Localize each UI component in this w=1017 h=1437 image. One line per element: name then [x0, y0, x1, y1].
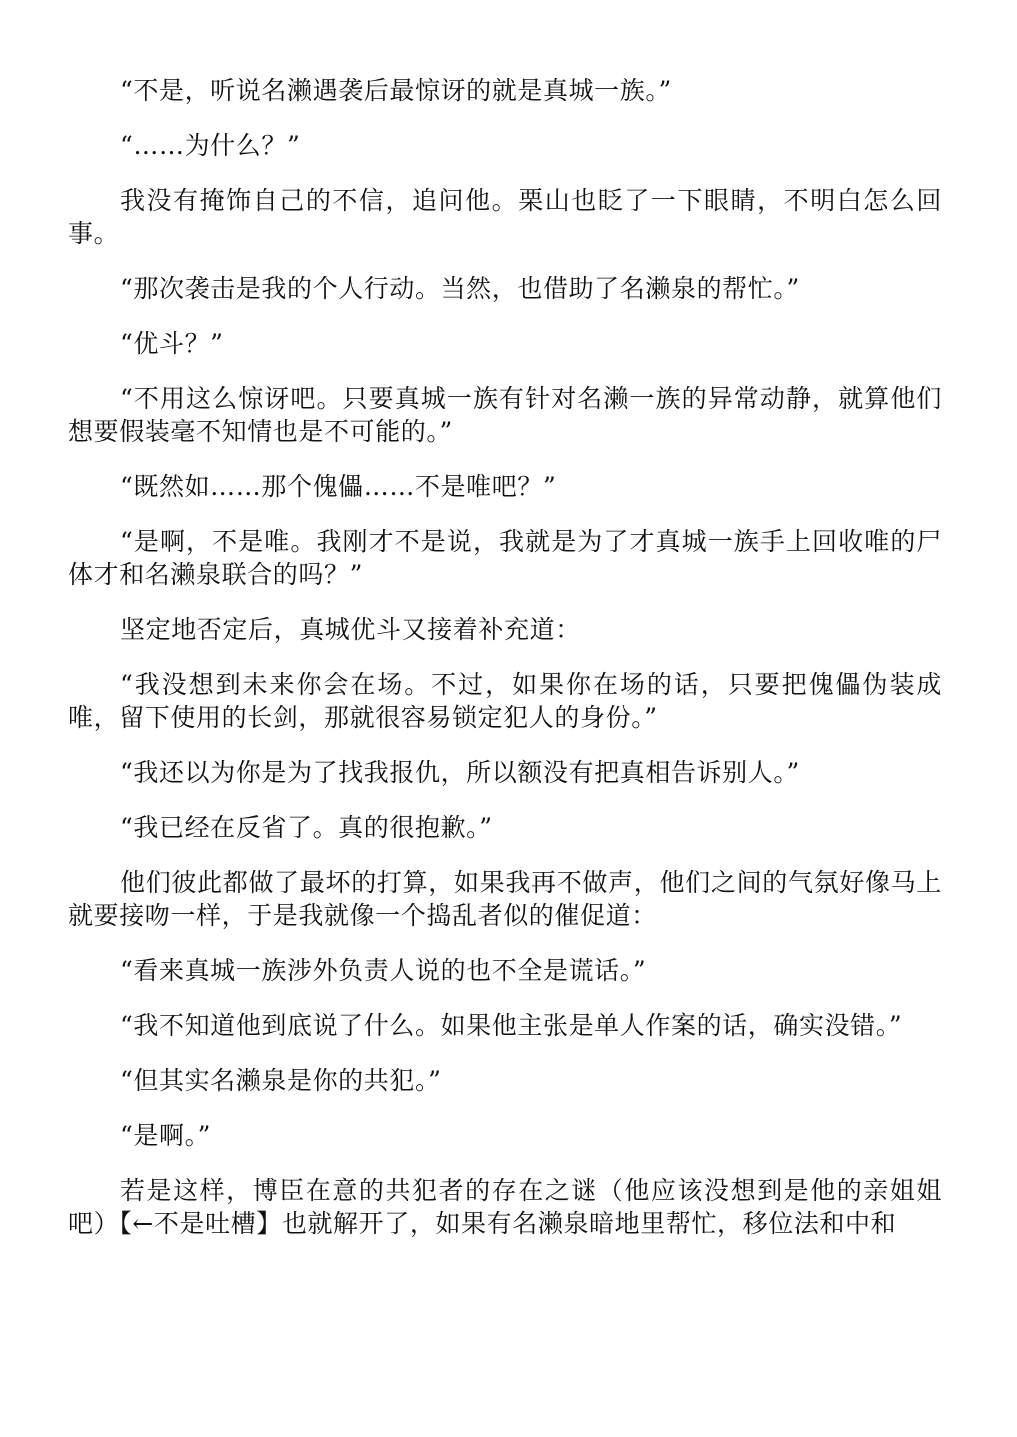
paragraph: “……为什么？”: [120, 131, 301, 160]
paragraph: “不是，听说名濑遇袭后最惊讶的就是真城一族。”: [120, 76, 672, 105]
paragraph: “那次袭击是我的个人行动。当然，也借助了名濑泉的帮忙。”: [120, 274, 800, 303]
paragraph: “是啊，不是唯。我刚才不是说，我就是为了才真城一族手上回收唯的尸体才和名濑泉联合的吗？”: [68, 527, 942, 589]
paragraph: 坚定地否定后，真城优斗又接着补充道：: [120, 615, 581, 644]
paragraph: “看来真城一族涉外负责人说的也不全是谎话。”: [120, 956, 647, 985]
paragraph: 他们彼此都做了最坏的打算，如果我再不做声，他们之间的气氛好像马上就要接吻一样，于是我就像一个捣乱者似的催促道：: [68, 868, 942, 930]
paragraph: 若是这样，博臣在意的共犯者的存在之谜（他应该没想到是他的亲姐姐吧）【←不是吐槽】也就解开了，如果有名濑泉暗地里帮忙，移位法和中和: [68, 1176, 942, 1238]
paragraph: “是啊。”: [120, 1121, 212, 1150]
paragraph: “但其实名濑泉是你的共犯。”: [120, 1066, 442, 1095]
paragraph: “不用这么惊讶吧。只要真城一族有针对名濑一族的异常动静，就算他们想要假装毫不知情也是不可能的。”: [68, 384, 942, 446]
paragraph: “既然如……那个傀儡……不是唯吧？”: [120, 472, 557, 501]
paragraph: “我不知道他到底说了什么。如果他主张是单人作案的话，确实没错。”: [120, 1011, 903, 1040]
paragraph: “我没想到未来你会在场。不过，如果你在场的话，只要把傀儡伪装成唯，留下使用的长剑，那就很容易锁定犯人的身份。”: [68, 670, 942, 732]
paragraph: “优斗？”: [120, 329, 224, 358]
paragraph: 我没有掩饰自己的不信，追问他。栗山也眨了一下眼睛，不明白怎么回事。: [68, 186, 942, 248]
paragraph: “我还以为你是为了找我报仇，所以额没有把真相告诉别人。”: [120, 758, 800, 787]
document-body: [68, 74, 942, 1262]
paragraph: “我已经在反省了。真的很抱歉。”: [120, 813, 493, 842]
